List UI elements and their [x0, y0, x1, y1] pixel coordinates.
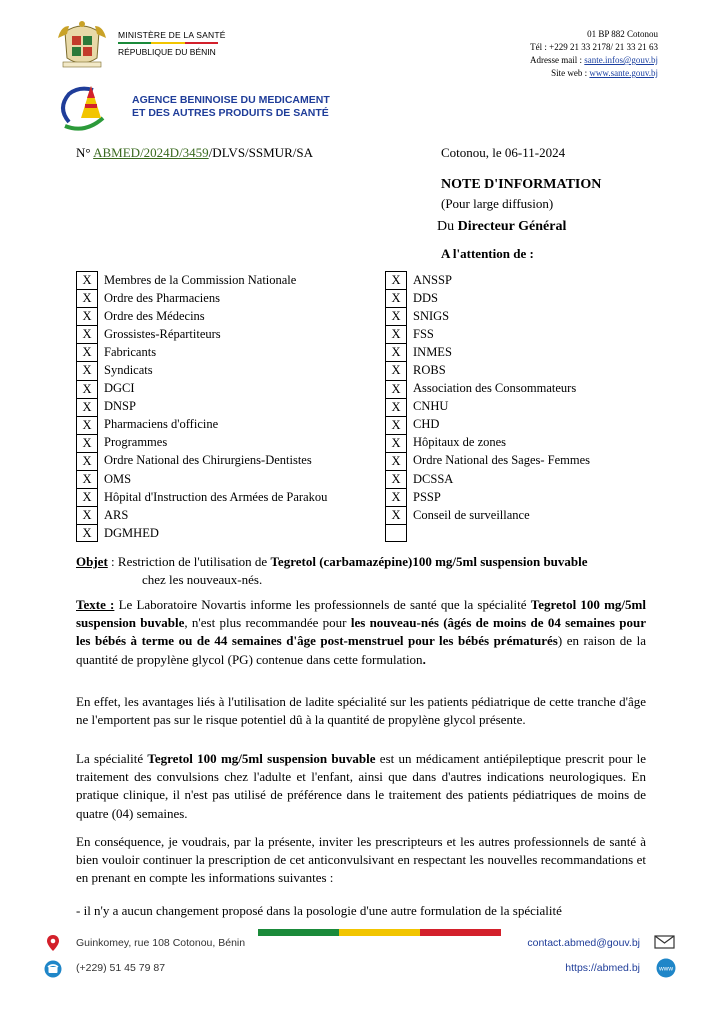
- recipient-label: Ordre National des Sages- Femmes: [413, 453, 591, 468]
- recipients-left-list: [76, 271, 327, 542]
- ministry-contact: [530, 28, 658, 80]
- recipient-row: [385, 271, 590, 289]
- recipient-label: Ordre National des Chirurgiens-Dentistes: [104, 453, 312, 468]
- recipient-row: [76, 488, 327, 506]
- recipient-row: [76, 470, 327, 488]
- note-subtitle: (Pour large diffusion): [441, 196, 554, 211]
- recipient-label: CHD: [413, 417, 440, 432]
- recipient-row: [385, 307, 590, 325]
- recipient-label: SNIGS: [413, 308, 450, 323]
- paragraph-effects: En effet, les avantages liés à l'utilisation de ladite spécialité sur les patients pédiatrique de cette tranche d'âge ne l'emportent pas sur le risque potentiel dû à la quantité de propylène glycol présente.: [76, 694, 646, 728]
- recipient-checkbox: X: [385, 506, 407, 524]
- recipient-row: [385, 416, 590, 434]
- recipient-row: [385, 398, 590, 416]
- recipient-label: Hôpitaux de zones: [413, 435, 507, 450]
- recipient-checkbox: X: [385, 452, 407, 470]
- web-line: Site web : www.sante.gouv.bj: [551, 68, 658, 78]
- recipient-checkbox: X: [385, 488, 407, 506]
- recipient-label: Pharmaciens d'officine: [104, 417, 219, 432]
- recipient-row: [76, 398, 327, 416]
- recipient-label: DDS: [413, 290, 439, 305]
- recipient-row: [76, 416, 327, 434]
- footer-flag-stripe: [258, 929, 501, 936]
- flag-stripe: [118, 42, 218, 44]
- recipient-checkbox: X: [76, 506, 98, 524]
- recipient-checkbox: X: [385, 271, 407, 289]
- recipient-label: Fabricants: [104, 344, 157, 359]
- recipient-label: DNSP: [104, 399, 136, 414]
- recipient-row: [385, 361, 590, 379]
- republic-name: RÉPUBLIQUE DU BÉNIN: [118, 47, 216, 57]
- email-line: Adresse mail : sante.infos@gouv.bj: [530, 55, 658, 65]
- paragraph-bullet: - il n'y a aucun changement proposé dans la posologie d'une autre formulation de la spécialité: [76, 903, 562, 918]
- recipient-label: DGCI: [104, 381, 135, 396]
- svg-text:www: www: [658, 965, 674, 973]
- recipient-label: Conseil de surveillance: [413, 507, 530, 522]
- address-line: 01 BP 882 Cotonou: [587, 29, 658, 39]
- recipient-checkbox: X: [76, 452, 98, 470]
- recipient-row: [76, 289, 327, 307]
- envelope-icon: [654, 932, 676, 950]
- recipient-checkbox: X: [76, 361, 98, 379]
- texte-paragraph: Texte : Le Laboratoire Novartis informe les professionnels de santé que la spécialité Tegretol 100 mg/5ml suspension buvable, n'est plus recommandée pour les nouveau-nés (âgés de moins de 04 semaines pour les bébés à terme ou de 44 semaines d'âge post-menstruel pour les bébés prématurés) en raison de la quantité de propylène glycol (PG) contenue dans cette formulation.: [76, 597, 646, 667]
- recipient-label: PSSP: [413, 489, 441, 504]
- objet-label: Objet: [76, 554, 108, 569]
- recipient-checkbox: X: [76, 416, 98, 434]
- recipient-checkbox: X: [76, 307, 98, 325]
- recipient-row: [385, 524, 590, 542]
- note-title: NOTE D'INFORMATION: [441, 177, 602, 192]
- recipient-row: [76, 307, 327, 325]
- recipient-label: ROBS: [413, 363, 446, 378]
- attention-heading: A l'attention de :: [441, 246, 534, 261]
- benin-coat-of-arms-icon: [55, 18, 109, 70]
- recipient-label: CNHU: [413, 399, 449, 414]
- recipient-checkbox: X: [385, 470, 407, 488]
- recipient-checkbox: X: [385, 416, 407, 434]
- recipient-checkbox: X: [76, 434, 98, 452]
- recipient-label: ANSSP: [413, 272, 452, 287]
- recipient-label: Hôpital d'Instruction des Armées de Parakou: [104, 489, 328, 504]
- recipient-checkbox: X: [76, 380, 98, 398]
- recipient-checkbox: X: [76, 488, 98, 506]
- recipient-checkbox: [385, 524, 407, 542]
- recipient-checkbox: X: [76, 325, 98, 343]
- tel-line: Tél : +229 21 33 2178/ 21 33 21 63: [530, 42, 658, 52]
- recipient-label: Ordre des Pharmaciens: [104, 290, 220, 305]
- recipient-checkbox: X: [76, 470, 98, 488]
- recipient-label: INMES: [413, 344, 452, 359]
- recipient-row: [76, 343, 327, 361]
- ministry-name: MINISTÈRE DE LA SANTÉ: [118, 30, 226, 40]
- recipient-label: DGMHED: [104, 525, 159, 540]
- location-pin-icon: [44, 934, 62, 952]
- recipient-row: [385, 380, 590, 398]
- recipient-checkbox: X: [385, 343, 407, 361]
- footer-website[interactable]: https://abmed.bj: [565, 962, 640, 974]
- footer-email[interactable]: contact.abmed@gouv.bj: [527, 937, 640, 949]
- recipient-checkbox: X: [76, 398, 98, 416]
- footer-address: Guinkomey, rue 108 Cotonou, Bénin: [76, 937, 246, 949]
- recipient-row: [76, 452, 327, 470]
- recipient-checkbox: X: [385, 361, 407, 379]
- recipient-checkbox: X: [385, 380, 407, 398]
- recipient-row: [385, 470, 590, 488]
- recipient-label: DCSSA: [413, 471, 454, 486]
- recipient-label: OMS: [104, 471, 132, 486]
- texte-label: Texte :: [76, 597, 115, 612]
- abmed-logo-icon: [55, 78, 113, 132]
- recipient-label: Membres de la Commission Nationale: [104, 272, 297, 287]
- recipient-row: [76, 325, 327, 343]
- agency-name: AGENCE BENINOISE DU MEDICAMENT ET DES AUTRES PRODUITS DE SANTÉ: [132, 94, 330, 119]
- recipient-row: [76, 506, 327, 524]
- recipient-row: [76, 524, 327, 542]
- recipient-checkbox: X: [76, 524, 98, 542]
- recipient-checkbox: X: [385, 434, 407, 452]
- recipient-label: Association des Consommateurs: [413, 381, 577, 396]
- recipient-row: [385, 343, 590, 361]
- recipient-row: [385, 488, 590, 506]
- recipient-row: [385, 289, 590, 307]
- website-link[interactable]: www.sante.gouv.bj: [589, 68, 658, 78]
- recipient-checkbox: X: [76, 289, 98, 307]
- recipient-row: [76, 361, 327, 379]
- recipient-checkbox: X: [385, 398, 407, 416]
- recipients-right-list: [385, 271, 590, 542]
- recipient-row: [385, 506, 590, 524]
- recipient-row: [76, 271, 327, 289]
- recipient-checkbox: X: [385, 307, 407, 325]
- paragraph-indication: La spécialité Tegretol 100 mg/5ml suspension buvable est un médicament antiépileptique prescrit pour le traitement des convulsions chez l'adulte et l'enfant, ainsi que dans d'autres indications neurologiques. En pratique clinique, il n'est pas utilisé de préférence dans le traitement des patients pédiatriques de moins de quatre (04) semaines.: [76, 751, 646, 821]
- phone-icon: [44, 960, 62, 978]
- recipient-label: ARS: [104, 507, 129, 522]
- recipient-row: [385, 434, 590, 452]
- recipient-row: [76, 434, 327, 452]
- recipient-row: [385, 452, 590, 470]
- recipient-checkbox: X: [76, 271, 98, 289]
- recipient-row: [385, 325, 590, 343]
- paragraph-consequence: En conséquence, je voudrais, par la présente, inviter les prescripteurs et les autres professionnels de santé à bien vouloir continuer la prescription de cet anticonvulsivant en respectant les nouvelles recommandations et en prenant en compte les informations suivantes :: [76, 834, 646, 886]
- recipient-checkbox: X: [385, 325, 407, 343]
- reference-number: N° ABMED/2024D/3459/DLVS/SSMUR/SA: [76, 145, 313, 160]
- email-link[interactable]: sante.infos@gouv.bj: [584, 55, 658, 65]
- recipient-row: [76, 380, 327, 398]
- footer-phone: (+229) 51 45 79 87: [76, 962, 166, 974]
- objet-paragraph: Objet : Restriction de l'utilisation de Tegretol (carbamazépine)100 mg/5ml suspension buvable chez les nouveaux-nés.: [76, 554, 588, 588]
- recipient-label: Grossistes-Répartiteurs: [104, 326, 221, 341]
- recipient-label: Programmes: [104, 435, 168, 450]
- recipient-checkbox: X: [385, 289, 407, 307]
- recipient-label: FSS: [413, 326, 434, 341]
- recipient-label: Ordre des Médecins: [104, 308, 205, 323]
- globe-www-icon: [656, 958, 676, 978]
- recipient-checkbox: X: [76, 343, 98, 361]
- document-date: Cotonou, le 06-11-2024: [441, 145, 566, 160]
- note-author: Du Directeur Général: [437, 219, 567, 234]
- recipient-label: Syndicats: [104, 363, 153, 378]
